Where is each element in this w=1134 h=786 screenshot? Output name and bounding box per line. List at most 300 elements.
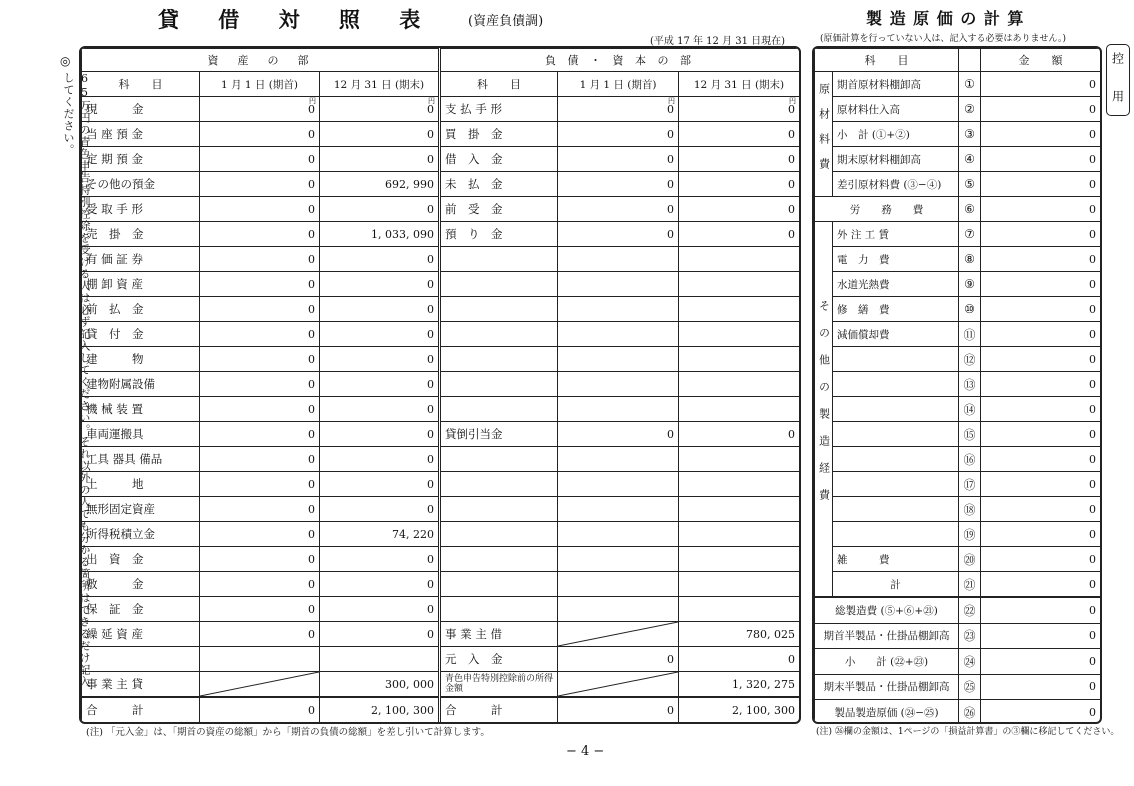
table-row — [82, 122, 800, 147]
liability-start-value — [558, 497, 679, 522]
asset-start-value: 0 — [200, 197, 320, 222]
cost-amount-value: 0 — [981, 272, 1101, 297]
cost-amount-value: 0 — [981, 322, 1101, 347]
asset-start-value: 0 — [200, 697, 320, 723]
cost-title: 製 造 原 価 の 計 算 — [866, 9, 1025, 28]
table-row — [815, 172, 1101, 197]
cost-line-number: ⑬ — [959, 372, 981, 397]
main-subtitle: (資産負債調) — [468, 14, 544, 29]
asset-label: 車両運搬具 — [82, 422, 200, 447]
cost-amount-value: 0 — [981, 397, 1101, 422]
liability-label: 前 受 金 — [440, 197, 558, 222]
liability-start-value — [558, 472, 679, 497]
asset-label: 建物附属設備 — [82, 372, 200, 397]
cost-item-label: 労 務 費 — [815, 197, 959, 222]
table-row — [82, 547, 800, 572]
table-row — [815, 322, 1101, 347]
asset-label: 売 掛 金 — [82, 222, 200, 247]
cost-amount-value: 0 — [981, 222, 1101, 247]
liability-start-value: 0 — [558, 222, 679, 247]
asset-label: 繰 延 資 産 — [82, 622, 200, 647]
asset-label: 機 械 装 置 — [82, 397, 200, 422]
cost-amount-value: 0 — [981, 97, 1101, 122]
cost-item-label — [833, 422, 959, 447]
asset-end-value: 300, 000 — [320, 672, 440, 698]
yen-unit: 円 — [309, 97, 316, 105]
liability-end-value: 780, 025 — [679, 622, 800, 647]
assets-col-start: 1 月 1 日 (期首) — [200, 72, 320, 97]
asset-start-value: 0 円 — [200, 97, 320, 122]
side-note: 65万円の青色申告特別控除を受ける人は必ず記入してください。それ以外の人でも分かる箇所はできるだけ記入してください。 — [62, 72, 91, 688]
cost-item-label: 減価償却費 — [833, 322, 959, 347]
material-group-text: 原材料費 — [817, 82, 831, 183]
liability-start-value — [558, 522, 679, 547]
liability-label: 元 入 金 — [440, 647, 558, 672]
asset-start-value: 0 — [200, 447, 320, 472]
cost-amount-value: 0 — [981, 147, 1101, 172]
liability-label — [440, 397, 558, 422]
balance-sheet-table — [81, 48, 800, 723]
liability-label — [440, 272, 558, 297]
asset-end-value: 1, 033, 090 — [320, 222, 440, 247]
table-row — [82, 272, 800, 297]
cost-item-label: 小 計 (①+②) — [833, 122, 959, 147]
asset-label: 合 計 — [82, 697, 200, 723]
cost-item-label: 小 計 (㉒+㉓) — [815, 649, 959, 675]
liability-label — [440, 347, 558, 372]
liability-label — [440, 597, 558, 622]
cost-col-amount: 金 額 — [981, 49, 1101, 72]
cost-col-item: 科 目 — [815, 49, 959, 72]
table-row — [82, 672, 800, 698]
material-group-label — [815, 72, 833, 197]
liability-start-value — [558, 622, 679, 647]
liab-col-item: 科 目 — [440, 72, 558, 97]
cost-item-label: 期首原材料棚卸高 — [833, 72, 959, 97]
asset-start-value: 0 — [200, 172, 320, 197]
yen-unit: 円 — [789, 97, 797, 105]
table-row — [82, 622, 800, 647]
liability-label — [440, 447, 558, 472]
asset-start-value: 0 — [200, 297, 320, 322]
table-row — [82, 522, 800, 547]
table-row — [82, 172, 800, 197]
asset-start-value: 0 — [200, 622, 320, 647]
cost-line-number: ④ — [959, 147, 981, 172]
table-row — [815, 72, 1101, 97]
cost-item-label: 製品製造原価 (㉔−㉕) — [815, 700, 959, 725]
asset-label: 当 座 預 金 — [82, 122, 200, 147]
cost-line-number: ⑮ — [959, 422, 981, 447]
cost-amount-value: 0 — [981, 197, 1101, 222]
liab-col-end: 12 月 31 日 (期末) — [679, 72, 800, 97]
liability-end-value — [679, 272, 800, 297]
cost-line-number: ③ — [959, 122, 981, 147]
asset-label: 棚 卸 資 産 — [82, 272, 200, 297]
asset-label: 無形固定資産 — [82, 497, 200, 522]
asset-start-value — [200, 647, 320, 672]
cost-amount-value: 0 — [981, 547, 1101, 572]
liability-label — [440, 322, 558, 347]
asset-end-value: 0 — [320, 622, 440, 647]
footer-note-left: (注) 「元入金」は、「期首の資産の総額」から「期首の負債の総額」を差し引いて計算します。 — [86, 727, 490, 738]
asset-start-value: 0 — [200, 372, 320, 397]
asset-label: 有 価 証 券 — [82, 247, 200, 272]
table-row — [82, 97, 800, 122]
cost-amount-value: 0 — [981, 597, 1101, 623]
table-row — [815, 247, 1101, 272]
table-row — [82, 322, 800, 347]
table-row — [82, 422, 800, 447]
table-row — [815, 122, 1101, 147]
asset-start-value: 0 — [200, 597, 320, 622]
asset-end-value: 0 — [320, 547, 440, 572]
cost-amount-value: 0 — [981, 372, 1101, 397]
table-row — [82, 247, 800, 272]
asset-start-value: 0 — [200, 222, 320, 247]
table-row — [82, 397, 800, 422]
assets-col-end: 12 月 31 日 (期末) — [320, 72, 440, 97]
table-row — [815, 297, 1101, 322]
cost-item-label: 期末半製品・仕掛品棚卸高 — [815, 674, 959, 700]
balance-sheet — [79, 46, 801, 724]
cost-amount-value: 0 — [981, 700, 1101, 725]
table-row — [815, 497, 1101, 522]
liabilities-header: 負 債 ・ 資 本 の 部 — [440, 49, 800, 72]
table-row — [815, 97, 1101, 122]
liability-label — [440, 372, 558, 397]
yen-unit: 円 — [668, 97, 676, 105]
table-row — [82, 647, 800, 672]
table-row — [82, 197, 800, 222]
asset-label: 建 物 — [82, 347, 200, 372]
liability-end-value: 0 — [679, 147, 800, 172]
liab-col-start: 1 月 1 日 (期首) — [558, 72, 679, 97]
table-row — [82, 497, 800, 522]
yen-unit: 円 — [428, 97, 436, 105]
liability-end-value — [679, 447, 800, 472]
liability-end-value — [679, 372, 800, 397]
cost-amount-value: 0 — [981, 247, 1101, 272]
asset-start-value: 0 — [200, 497, 320, 522]
asset-label: 現 金 — [82, 97, 200, 122]
liability-start-value — [558, 672, 679, 698]
liability-label: 青色申告特別控除前の所得金額 — [440, 672, 558, 698]
cost-line-number: ㉔ — [959, 649, 981, 675]
liability-label: 買 掛 金 — [440, 122, 558, 147]
cost-amount-value: 0 — [981, 472, 1101, 497]
cost-col-num — [959, 49, 981, 72]
cost-line-number: ② — [959, 97, 981, 122]
cost-item-label: 原材料仕入高 — [833, 97, 959, 122]
liability-start-value — [558, 597, 679, 622]
cost-line-number: ⑱ — [959, 497, 981, 522]
copy-tab: 控 用 — [1106, 44, 1130, 116]
liability-label — [440, 297, 558, 322]
cost-amount-value: 0 — [981, 447, 1101, 472]
liability-end-value — [679, 472, 800, 497]
liability-end-value — [679, 547, 800, 572]
asset-start-value: 0 — [200, 122, 320, 147]
cost-amount-value: 0 — [981, 649, 1101, 675]
assets-header: 資 産 の 部 — [82, 49, 440, 72]
cost-item-label — [833, 522, 959, 547]
liability-start-value: 0 — [558, 147, 679, 172]
table-row — [815, 472, 1101, 497]
liability-label: 事 業 主 借 — [440, 622, 558, 647]
table-row — [82, 697, 800, 723]
cost-amount-value: 0 — [981, 347, 1101, 372]
asset-end-value: 0 — [320, 497, 440, 522]
asset-label: 受 取 手 形 — [82, 197, 200, 222]
assets-col-item: 科 目 — [82, 72, 200, 97]
cost-item-label: 水道光熱費 — [833, 272, 959, 297]
asset-label: その他の預金 — [82, 172, 200, 197]
table-row — [82, 347, 800, 372]
liability-label: 貸倒引当金 — [440, 422, 558, 447]
asset-label: 事 業 主 貸 — [82, 672, 200, 698]
cost-item-label — [833, 447, 959, 472]
table-row — [815, 597, 1101, 623]
liability-label — [440, 522, 558, 547]
table-row — [815, 222, 1101, 247]
asset-label: 保 証 金 — [82, 597, 200, 622]
liability-end-value: 0 — [679, 172, 800, 197]
liability-start-value: 0 — [558, 647, 679, 672]
manufacturing-cost — [812, 46, 1102, 724]
liability-end-value: 0 — [679, 197, 800, 222]
other-group-text: その他の製造経費 — [817, 299, 831, 516]
cost-line-number: ㉕ — [959, 674, 981, 700]
liability-label — [440, 547, 558, 572]
cost-amount-value: 0 — [981, 122, 1101, 147]
table-row — [815, 372, 1101, 397]
liability-label — [440, 247, 558, 272]
asset-end-value: 0 円 — [320, 97, 440, 122]
asset-label: 前 払 金 — [82, 297, 200, 322]
table-row — [82, 147, 800, 172]
cost-amount-value: 0 — [981, 623, 1101, 649]
as-of-date: (平成 17 年 12 月 31 日現在) — [650, 36, 786, 47]
main-title: 貸 借 対 照 表 — [158, 7, 437, 32]
asset-end-value: 0 — [320, 247, 440, 272]
asset-end-value: 0 — [320, 297, 440, 322]
asset-end-value: 0 — [320, 397, 440, 422]
cost-line-number: ⑨ — [959, 272, 981, 297]
cost-amount-value: 0 — [981, 72, 1101, 97]
asset-start-value: 0 — [200, 472, 320, 497]
liability-end-value — [679, 497, 800, 522]
liability-label — [440, 472, 558, 497]
liability-start-value — [558, 372, 679, 397]
cost-line-number: ⑥ — [959, 197, 981, 222]
cost-note: (原価計算を行っていない人は、記入する必要はありません。) — [820, 34, 1067, 44]
liability-start-value: 0 — [558, 122, 679, 147]
cost-item-label — [833, 472, 959, 497]
other-group-label — [815, 222, 833, 598]
cost-line-number: ⑭ — [959, 397, 981, 422]
side-mark: ◎ — [60, 54, 71, 68]
liability-start-value — [558, 447, 679, 472]
liability-start-value: 0 — [558, 197, 679, 222]
asset-end-value: 0 — [320, 197, 440, 222]
liability-end-value — [679, 522, 800, 547]
table-row — [815, 700, 1101, 725]
table-row — [82, 597, 800, 622]
table-row — [815, 623, 1101, 649]
cost-line-number: ① — [959, 72, 981, 97]
asset-end-value: 0 — [320, 122, 440, 147]
table-row — [82, 447, 800, 472]
table-row — [815, 572, 1101, 598]
cost-line-number: ⑩ — [959, 297, 981, 322]
liability-end-value: 0 — [679, 222, 800, 247]
cost-item-label: 総製造費 (⑤+⑥+㉑) — [815, 597, 959, 623]
liability-label: 預 り 金 — [440, 222, 558, 247]
asset-label: 土 地 — [82, 472, 200, 497]
asset-start-value: 0 — [200, 572, 320, 597]
cost-amount-value: 0 — [981, 497, 1101, 522]
asset-end-value: 692, 990 — [320, 172, 440, 197]
table-row — [815, 674, 1101, 700]
asset-end-value: 0 — [320, 372, 440, 397]
liability-start-value — [558, 322, 679, 347]
cost-line-number: ㉑ — [959, 572, 981, 598]
asset-label: 所得税積立金 — [82, 522, 200, 547]
liability-start-value: 0 — [558, 697, 679, 723]
cost-line-number: ⑤ — [959, 172, 981, 197]
cost-line-number: ⑰ — [959, 472, 981, 497]
liability-end-value — [679, 597, 800, 622]
liability-end-value: 1, 320, 275 — [679, 672, 800, 698]
table-row — [82, 472, 800, 497]
cost-line-number: ⑦ — [959, 222, 981, 247]
asset-label: 貸 付 金 — [82, 322, 200, 347]
cost-item-label — [833, 372, 959, 397]
cost-line-number: ⑯ — [959, 447, 981, 472]
table-row — [815, 447, 1101, 472]
table-row — [815, 649, 1101, 675]
asset-start-value: 0 — [200, 347, 320, 372]
liability-end-value — [679, 397, 800, 422]
asset-end-value: 2, 100, 300 — [320, 697, 440, 723]
liability-end-value — [679, 247, 800, 272]
asset-end-value: 0 — [320, 147, 440, 172]
liability-start-value — [558, 297, 679, 322]
asset-label: 出 資 金 — [82, 547, 200, 572]
table-row — [815, 397, 1101, 422]
liability-start-value — [558, 247, 679, 272]
table-row — [815, 522, 1101, 547]
footer-note-right: (注) ㉖欄の金額は、1ページの「損益計算書」の③欄に移記してください。 — [816, 727, 1120, 737]
asset-start-value: 0 — [200, 422, 320, 447]
table-row — [815, 347, 1101, 372]
liability-start-value — [558, 272, 679, 297]
asset-end-value: 0 — [320, 447, 440, 472]
liability-end-value: 0 — [679, 422, 800, 447]
asset-start-value: 0 — [200, 322, 320, 347]
asset-start-value: 0 — [200, 522, 320, 547]
asset-label: 敷 金 — [82, 572, 200, 597]
asset-end-value: 0 — [320, 322, 440, 347]
cost-item-label: 雑 費 — [833, 547, 959, 572]
cost-line-number: ⑳ — [959, 547, 981, 572]
cost-item-label: 差引原材料費 (③−④) — [833, 172, 959, 197]
cost-item-label: 期末原材料棚卸高 — [833, 147, 959, 172]
cost-amount-value: 0 — [981, 572, 1101, 598]
cost-amount-value: 0 — [981, 674, 1101, 700]
asset-start-value — [200, 672, 320, 698]
asset-label: 工具 器具 備品 — [82, 447, 200, 472]
cost-amount-value: 0 — [981, 172, 1101, 197]
liability-label: 未 払 金 — [440, 172, 558, 197]
cost-line-number: ㉓ — [959, 623, 981, 649]
asset-label — [82, 647, 200, 672]
asset-start-value: 0 — [200, 147, 320, 172]
asset-end-value: 0 — [320, 422, 440, 447]
liability-end-value — [679, 322, 800, 347]
liability-start-value — [558, 572, 679, 597]
asset-end-value: 0 — [320, 347, 440, 372]
asset-start-value: 0 — [200, 247, 320, 272]
table-row — [82, 572, 800, 597]
liability-end-value: 0 円 — [679, 97, 800, 122]
cost-line-number: ⑫ — [959, 347, 981, 372]
table-row — [815, 547, 1101, 572]
asset-end-value: 0 — [320, 472, 440, 497]
liability-start-value — [558, 347, 679, 372]
table-row — [815, 147, 1101, 172]
cost-item-label — [833, 397, 959, 422]
cost-line-number: ⑪ — [959, 322, 981, 347]
cost-item-label: 期首半製品・仕掛品棚卸高 — [815, 623, 959, 649]
liability-end-value: 0 — [679, 122, 800, 147]
cost-item-label — [833, 497, 959, 522]
asset-start-value: 0 — [200, 547, 320, 572]
cost-item-label — [833, 347, 959, 372]
table-row — [82, 372, 800, 397]
asset-end-value: 0 — [320, 272, 440, 297]
asset-end-value: 74, 220 — [320, 522, 440, 547]
asset-start-value: 0 — [200, 397, 320, 422]
cost-line-number: ⑧ — [959, 247, 981, 272]
liability-start-value — [558, 397, 679, 422]
table-row — [815, 272, 1101, 297]
liability-start-value: 0 円 — [558, 97, 679, 122]
cost-line-number: ⑲ — [959, 522, 981, 547]
cost-amount-value: 0 — [981, 422, 1101, 447]
table-row — [815, 422, 1101, 447]
liability-start-value — [558, 547, 679, 572]
liability-end-value — [679, 297, 800, 322]
table-row — [82, 297, 800, 322]
cost-amount-value: 0 — [981, 522, 1101, 547]
liability-end-value: 0 — [679, 647, 800, 672]
liability-label: 借 入 金 — [440, 147, 558, 172]
asset-end-value — [320, 647, 440, 672]
table-row — [815, 197, 1101, 222]
page-number: − 4 − — [566, 744, 605, 759]
liability-start-value: 0 — [558, 172, 679, 197]
liability-label — [440, 572, 558, 597]
asset-end-value: 0 — [320, 597, 440, 622]
cost-item-label: 電 力 費 — [833, 247, 959, 272]
cost-amount-value: 0 — [981, 297, 1101, 322]
liability-label: 支 払 手 形 — [440, 97, 558, 122]
liability-end-value: 2, 100, 300 — [679, 697, 800, 723]
liability-end-value — [679, 347, 800, 372]
cost-item-label: 外 注 工 賃 — [833, 222, 959, 247]
